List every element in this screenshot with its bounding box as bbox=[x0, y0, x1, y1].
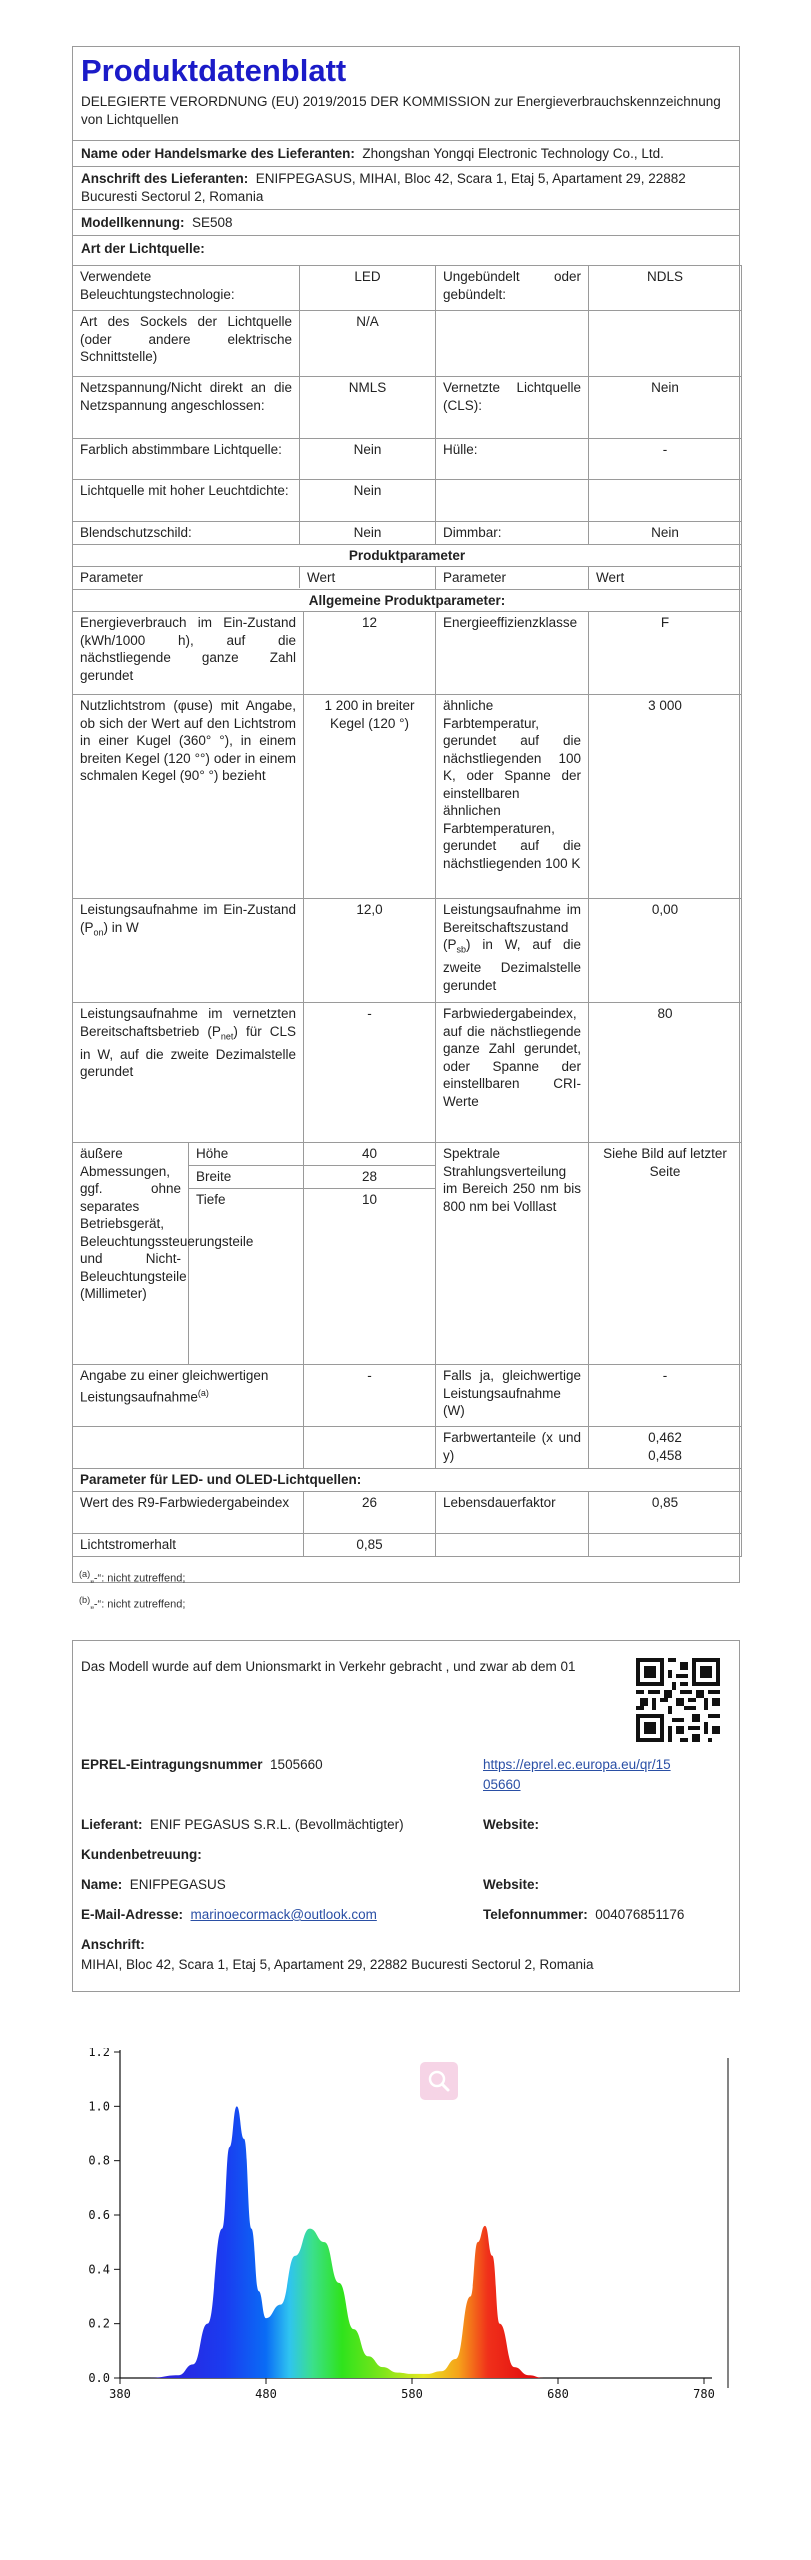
cct-label: ähnliche Farbtemperatur, gerundet auf die nächstliegenden 100 K, oder Spanne der einstellbaren ähnlichen Farbtemperaturen, gerundet auf die nächstliegenden 100 K bbox=[436, 695, 589, 899]
model-row bbox=[73, 210, 739, 236]
width-value: 28 bbox=[304, 1166, 436, 1189]
chroma-label: Farbwertanteile (x und y) bbox=[436, 1427, 589, 1469]
website2-label: Website: bbox=[483, 1877, 540, 1892]
eprel-reg-value: 1505660 bbox=[270, 1757, 323, 1772]
mains-label: Netzspannung/Nicht direkt an die Netzspannung angeschlossen: bbox=[73, 377, 300, 439]
product-params-header: Produktparameter bbox=[73, 544, 742, 567]
footnote-a: $^{(a)}$„-“: nicht zutreffend; bbox=[79, 1568, 186, 1585]
page-title: Produktdatenblatt bbox=[81, 53, 347, 88]
address-value: ENIFPEGASUS, MIHAI, Bloc 42, Scara 1, Etaj 5, Apartament 29, 22882 Bucuresti Sectorul 2, Romania bbox=[81, 171, 686, 204]
eprel-reg-label: EPREL-Eintragungsnummer bbox=[81, 1757, 263, 1772]
energy-value: 12 bbox=[304, 612, 436, 695]
equivw-value: - bbox=[589, 1365, 742, 1427]
width-label: Breite bbox=[189, 1166, 304, 1189]
col-param-1: Parameter bbox=[73, 567, 300, 588]
eclass-label: Energieeffizienzklasse bbox=[436, 612, 589, 695]
x-tick-label: 680 bbox=[547, 2387, 569, 2401]
pnet-label: Leistungsaufnahme im vernetzten Bereitschaftsbetrieb $(P_{net})$ für CLS in W, auf die zweite Dezimalstelle gerundet bbox=[73, 1003, 304, 1143]
pnet-value: - bbox=[304, 1003, 436, 1143]
eprel-link[interactable]: https://eprel.ec.europa.eu/qr/15 05660 bbox=[483, 1757, 671, 1792]
psb-label: Leistungsaufnahme im Bereitschaftszustand $(P_{sb})$ in W, auf die zweite Dezimalstelle gerundet bbox=[436, 899, 589, 1003]
dims-label: äußere Abmessungen, ggf. ohne separates Betriebsgerät, Beleuchtungssteuerungsteile und Nicht-Beleuchtungsteile (Millimeter) bbox=[73, 1143, 189, 1365]
light-type-header: Art der Lichtquelle: bbox=[73, 236, 739, 266]
envelope-value: - bbox=[589, 439, 742, 480]
antiglare-label: Blendschutzschild: bbox=[73, 522, 300, 545]
x-tick-label: 580 bbox=[401, 2387, 423, 2401]
eprel-reg-row bbox=[81, 1757, 323, 1772]
cap-value: N/A bbox=[300, 311, 436, 377]
general-params-table bbox=[72, 611, 742, 1557]
spectrum-chart bbox=[72, 2048, 752, 2410]
email-row: E-Mail-Adresse: marinoecormack@outlook.com bbox=[81, 1907, 377, 1922]
y-tick-label: 0.2 bbox=[88, 2316, 110, 2331]
r9-label: Wert des R9-Farbwiedergabeindex bbox=[73, 1492, 304, 1534]
qr-code[interactable] bbox=[636, 1658, 720, 1742]
mains-value: NMLS bbox=[300, 377, 436, 439]
light-type-table bbox=[72, 265, 742, 612]
footnotes bbox=[73, 1557, 739, 1616]
y-tick-label: 0.0 bbox=[88, 2371, 110, 2385]
supplier-row: Lieferant: ENIF PEGASUS S.R.L. (Bevollmächtigter) bbox=[81, 1817, 404, 1832]
undirected-value: NDLS bbox=[589, 266, 742, 311]
connected-value: Nein bbox=[589, 377, 742, 439]
equiv-value: - bbox=[304, 1365, 436, 1427]
customer-service-label: Kundenbetreuung: bbox=[81, 1847, 202, 1862]
depth-label: Tiefe bbox=[189, 1189, 304, 1365]
psb-value: 0,00 bbox=[589, 899, 742, 1003]
survival-value: 0,85 bbox=[589, 1492, 742, 1534]
y-tick-label: 0.6 bbox=[88, 2208, 110, 2222]
equivw-label: Falls ja, gleichwertige Leistungsaufnahme (W) bbox=[436, 1365, 589, 1427]
x-tick-label: 480 bbox=[255, 2387, 277, 2401]
cct-value: 3 000 bbox=[589, 695, 742, 899]
dimmable-label: Dimmbar: bbox=[436, 522, 589, 545]
height-value: 40 bbox=[304, 1143, 436, 1166]
depth-value: 10 bbox=[304, 1189, 436, 1365]
highlum-value: Nein bbox=[300, 480, 436, 522]
col-value-1: Wert bbox=[307, 570, 336, 585]
address-label: Anschrift des Lieferanten: bbox=[81, 171, 249, 186]
highlum-label: Lichtquelle mit hoher Leuchtdichte: bbox=[73, 480, 300, 522]
spectrum-area bbox=[120, 2106, 704, 2378]
address-value: MIHAI, Bloc 42, Scara 1, Etaj 5, Apartament 29, 22882 Bucuresti Sectorul 2, Romania bbox=[81, 1957, 594, 1972]
search-icon[interactable] bbox=[420, 2062, 458, 2100]
tech-label: Verwendete Beleuchtungstechnologie: bbox=[73, 266, 300, 311]
spd-label: Spektrale Strahlungsverteilung im Bereich 250 nm bis 800 nm bei Volllast bbox=[436, 1143, 589, 1365]
x-tick-label: 780 bbox=[693, 2387, 715, 2401]
undirected-label: Ungebündelt oder gebündelt: bbox=[436, 266, 589, 311]
cap-label: Art des Sockels der Lichtquelle (oder andere elektrische Schnittstelle) bbox=[73, 311, 300, 377]
maintenance-label: Lichtstromerhalt bbox=[73, 1534, 304, 1557]
email-link[interactable]: marinoecormack@outlook.com bbox=[190, 1907, 377, 1922]
dimmable-value: Nein bbox=[589, 522, 742, 545]
eprel-section bbox=[72, 1640, 740, 1992]
flux-label: Nutzlichtstrom (φuse) mit Angabe, ob sich der Wert auf den Lichtstrom in einer Kugel (360° °), in einem breiten Kegel (120 °°) oder in einem schmalen Kegel (90° °) bezieht bbox=[73, 695, 304, 899]
address-row bbox=[73, 167, 739, 210]
footnote-b: $^{(b)}$„-“: nicht zutreffend; bbox=[79, 1595, 186, 1611]
tech-value: LED bbox=[300, 266, 436, 311]
r9-value: 26 bbox=[304, 1492, 436, 1534]
flux-value: 1 200 in breiter Kegel (120 °) bbox=[304, 695, 436, 899]
y-tick-label: 0.4 bbox=[88, 2262, 110, 2277]
pon-value: 12,0 bbox=[304, 899, 436, 1003]
cri-value: 80 bbox=[589, 1003, 742, 1143]
x-tick-label: 380 bbox=[109, 2387, 131, 2401]
y-tick-label: 1.2 bbox=[88, 2048, 110, 2059]
y-tick-label: 1.0 bbox=[88, 2099, 110, 2114]
led-params-header: Parameter für LED- und OLED-Lichtquellen: bbox=[73, 1469, 742, 1492]
connected-label: Vernetzte Lichtquelle (CLS): bbox=[436, 377, 589, 439]
regulation-text: DELEGIERTE VERORDNUNG (EU) 2019/2015 DER KOMMISSION zur Energieverbrauchskennzeichnung von Lichtquellen bbox=[73, 89, 739, 141]
general-params-header: Allgemeine Produktparameter: bbox=[73, 589, 742, 612]
contact-name-row: Name: ENIFPEGASUS bbox=[81, 1877, 226, 1892]
equiv-label: Angabe zu einer gleichwertigen Leistungsaufnahme$^{(a)}$ bbox=[73, 1365, 304, 1427]
chroma-value: 0,462 0,458 bbox=[589, 1427, 742, 1469]
market-text: Das Modell wurde auf dem Unionsmarkt in Verkehr gebracht , und zwar ab dem 01 bbox=[81, 1659, 576, 1674]
y-tick-label: 0.8 bbox=[88, 2153, 110, 2168]
col-value-2: Wert bbox=[589, 567, 742, 590]
spd-value: Siehe Bild auf letzter Seite bbox=[589, 1143, 742, 1365]
chart-ticks bbox=[88, 2048, 715, 2401]
energy-label: Energieverbrauch im Ein-Zustand (kWh/1000 h), auf die nächstliegende ganze Zahl gerundet bbox=[73, 612, 304, 695]
antiglare-value: Nein bbox=[300, 522, 436, 545]
website-label: Website: bbox=[483, 1817, 540, 1832]
colour-label: Farblich abstimmbare Lichtquelle: bbox=[73, 439, 300, 480]
cri-label: Farbwiedergabeindex, auf die nächstliegende ganze Zahl gerundet, oder Spanne der einstellbaren CRI-Werte bbox=[436, 1003, 589, 1143]
supplier-label: Name oder Handelsmarke des Lieferanten: bbox=[81, 146, 355, 161]
supplier-value: Zhongshan Yongqi Electronic Technology Co., Ltd. bbox=[362, 146, 664, 161]
height-label: Höhe bbox=[189, 1143, 304, 1166]
survival-label: Lebensdauerfaktor bbox=[436, 1492, 589, 1534]
product-datasheet bbox=[72, 46, 740, 1611]
model-label: Modellkennung: bbox=[81, 215, 185, 230]
model-value: SE508 bbox=[192, 215, 233, 230]
supplier-row bbox=[73, 141, 739, 167]
maintenance-value: 0,85 bbox=[304, 1534, 436, 1557]
address-label: Anschrift: bbox=[81, 1937, 145, 1952]
pon-label: Leistungsaufnahme im Ein-Zustand $(P_{on})$ in W bbox=[73, 899, 304, 1003]
envelope-label: Hülle: bbox=[436, 439, 589, 480]
col-param-2: Parameter bbox=[436, 567, 589, 590]
eclass-value: F bbox=[589, 612, 742, 695]
phone-row: Telefonnummer: 004076851176 bbox=[483, 1907, 685, 1922]
colour-value: Nein bbox=[300, 439, 436, 480]
